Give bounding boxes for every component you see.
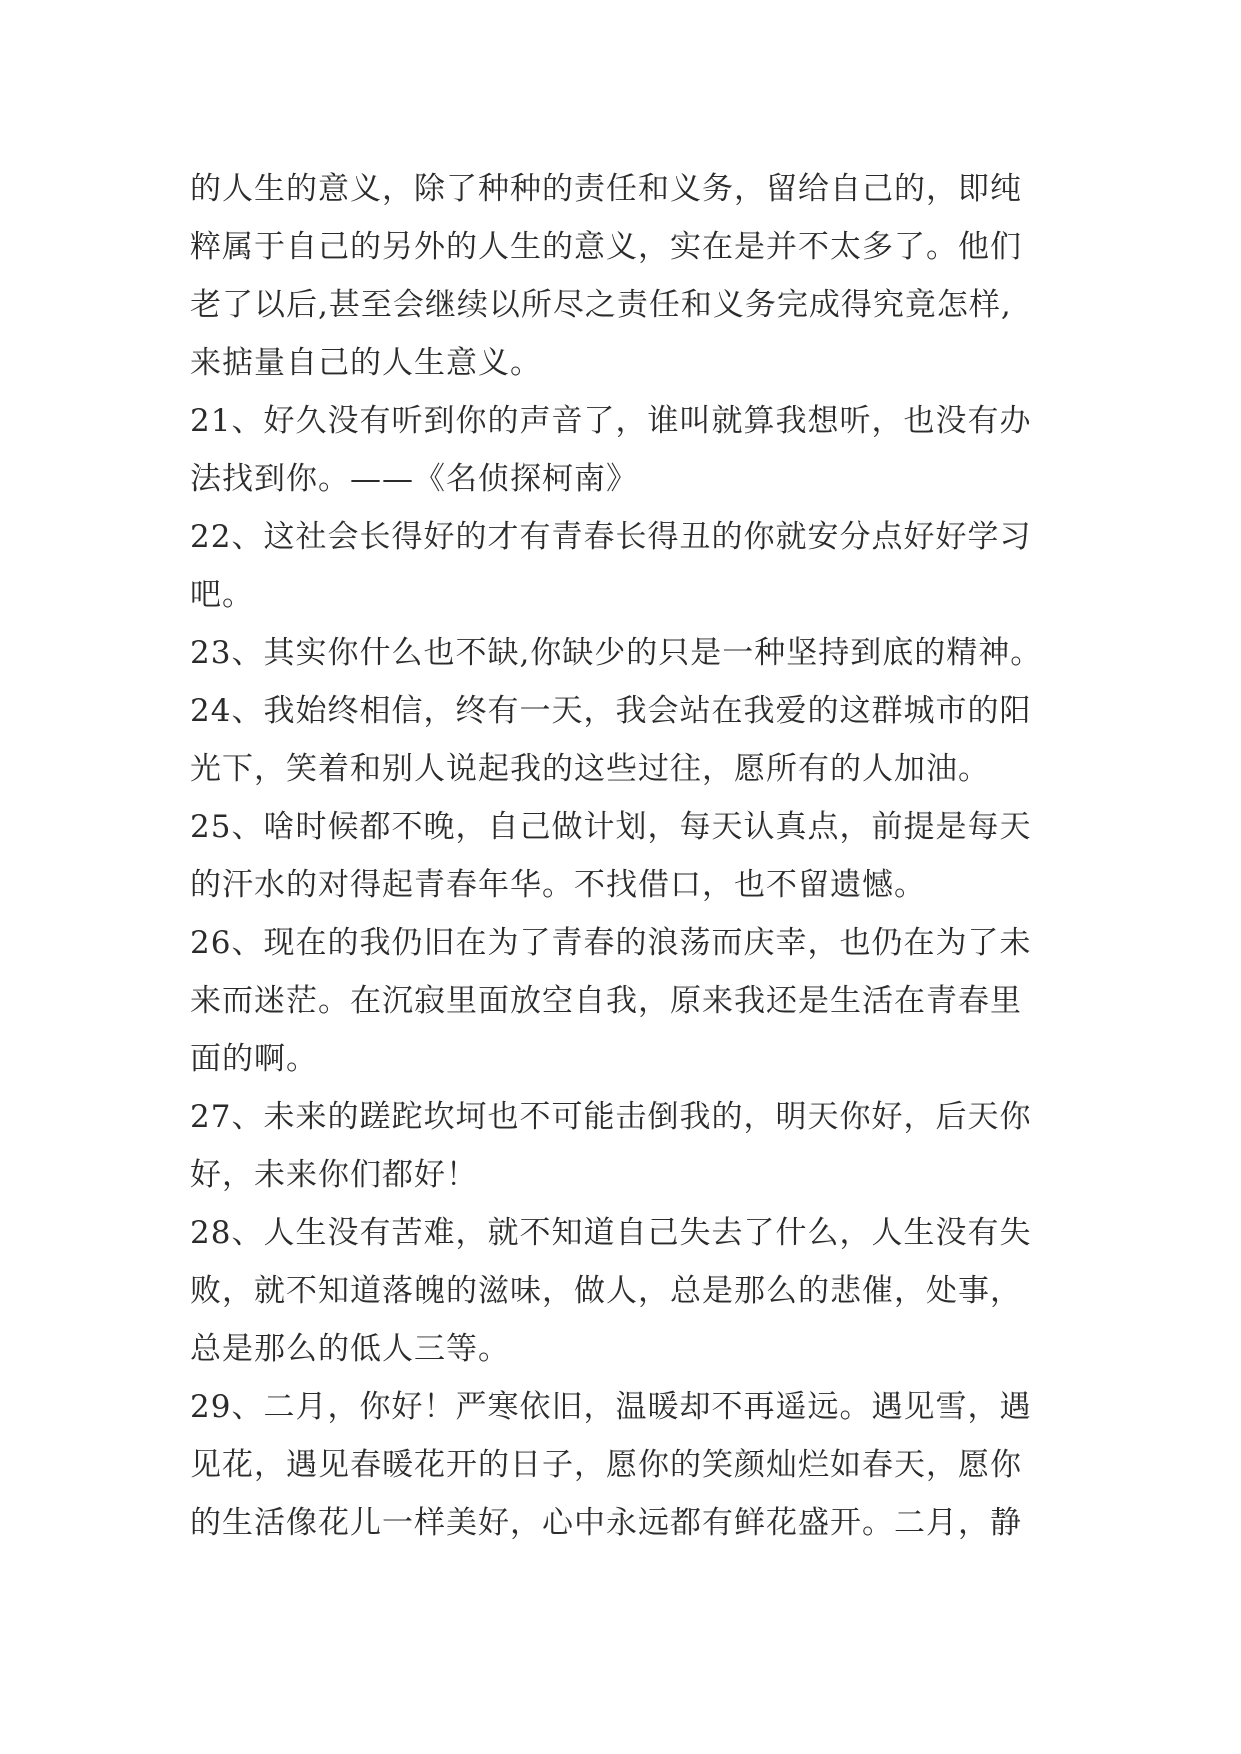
text-line: 见花，遇见春暖花开的日子，愿你的笑颜灿烂如春天，愿你 (190, 1447, 1022, 1483)
text-line: 面的啊。 (190, 1041, 318, 1077)
text-line: 28、人生没有苦难，就不知道自己失去了什么，人生没有失 (190, 1215, 1032, 1251)
text-line: 23、其实你什么也不缺,你缺少的只是一种坚持到底的精神。 (190, 635, 1043, 671)
text-line: 的生活像花儿一样美好，心中永远都有鲜花盛开。二月，静 (190, 1505, 1022, 1541)
text-line: 总是那么的低人三等。 (190, 1331, 510, 1367)
text-line: 老了以后,甚至会继续以所尽之责任和义务完成得究竟怎样, (190, 287, 1012, 323)
text-line: 粹属于自己的另外的人生的意义，实在是并不太多了。他们 (190, 229, 1022, 265)
text-line: 来而迷茫。在沉寂里面放空自我，原来我还是生活在青春里 (190, 983, 1022, 1019)
text-line: 21、好久没有听到你的声音了，谁叫就算我想听，也没有办 (190, 403, 1032, 439)
text-line: 吧。 (190, 577, 254, 613)
text-line: 26、现在的我仍旧在为了青春的浪荡而庆幸，也仍在为了未 (190, 925, 1032, 961)
text-line: 的人生的意义，除了种种的责任和义务，留给自己的，即纯 (190, 171, 1022, 207)
text-line: 29、二月，你好！严寒依旧，温暖却不再遥远。遇见雪，遇 (190, 1389, 1032, 1425)
text-line: 来掂量自己的人生意义。 (190, 345, 542, 381)
text-line: 27、未来的蹉跎坎坷也不可能击倒我的，明天你好，后天你 (190, 1099, 1032, 1135)
text-line: 24、我始终相信，终有一天，我会站在我爱的这群城市的阳 (190, 693, 1032, 729)
text-line: 25、啥时候都不晚，自己做计划，每天认真点，前提是每天 (190, 809, 1032, 845)
text-line: 22、这社会长得好的才有青春长得丑的你就安分点好好学习 (190, 519, 1032, 555)
body-text (190, 160, 1090, 1552)
text-line: 光下，笑着和别人说起我的这些过往，愿所有的人加油。 (190, 751, 990, 787)
text-line: 法找到你。——《名侦探柯南》 (190, 461, 638, 497)
text-line: 败，就不知道落魄的滋味，做人，总是那么的悲催，处事， (190, 1273, 1022, 1309)
text-line: 好，未来你们都好！ (190, 1157, 478, 1193)
text-line: 的汗水的对得起青春年华。不找借口，也不留遗憾。 (190, 867, 926, 903)
